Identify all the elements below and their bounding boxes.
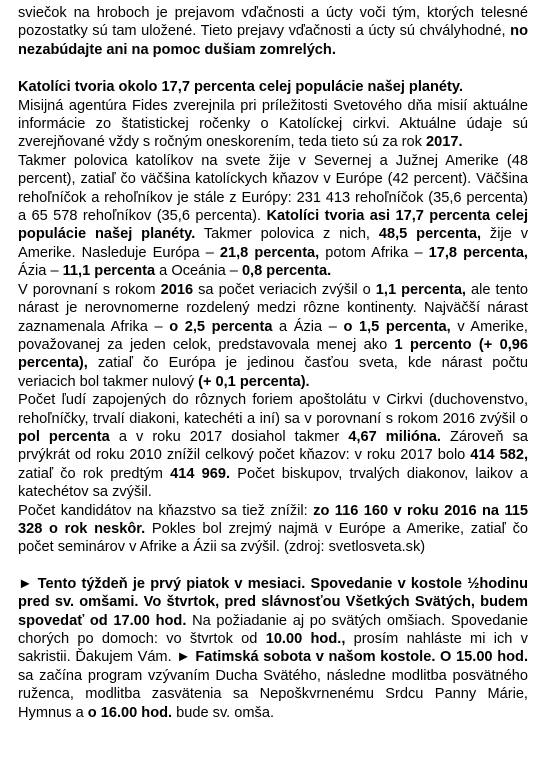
text-bold: (+ 0,96 percenta), [18, 336, 528, 372]
text-bold: zo 116 160 v roku 2016 na 115 328 o rok neskôr. [18, 502, 528, 537]
text: Pokles bol zrejmý najmä v Európe a Amerike, zatiaľ čo počet seminárov v Afrike a Ázii sa zvýšil. (zdroj: svetlosveta.sk) [18, 520, 528, 556]
text: Na požiadanie aj po svätých omšiach. Spovedanie chorých po domoch: vo štvrtok od [18, 612, 528, 647]
text-bold: ► Fatimská sobota v našom kostole. O 15.00 hod. [176, 649, 528, 666]
text-bold: 414 969. [170, 465, 231, 482]
text-bold: 414 582, [470, 447, 529, 464]
text-bold: 48,5 percenta, [378, 226, 482, 243]
text: sa počet veriacich zvýšil o [193, 281, 376, 298]
text: Počet ľudí zapojených do rôznych foriem apoštolátu v Cirkvi (duchovenstvo, rehoľníčky, trvalí diakoni, katechéti a iní) sa v porovnaní s rokom 2016 zvýšil o [18, 392, 528, 427]
text-bold: 2017. [426, 134, 463, 151]
text: žije v Amerike. Nasleduje Európa – [18, 226, 528, 261]
text: prosím nahláste mi ich v sakristii. Ďakujem Vám. [18, 631, 528, 666]
text-bold: 0,8 percenta. [241, 263, 332, 280]
text-bold: Katolíci tvoria asi 17,7 percenta celej populácie našej planéty. [18, 208, 528, 243]
text: a Ázia – [272, 318, 344, 335]
text-bold: 21,8 percenta, [219, 244, 320, 261]
text: zatiaľ čo rok predtým [18, 465, 171, 482]
text-bold: (+ 0,1 percenta). [198, 373, 310, 390]
article-paragraph-2 [18, 152, 528, 281]
text-bold: pol percenta [18, 428, 110, 445]
text [472, 337, 479, 353]
text: a Oceánia – [155, 263, 242, 280]
text-bold: 1,1 percenta, [375, 281, 466, 298]
spacer [18, 59, 528, 78]
article-heading [18, 78, 528, 96]
text: bude sv. omša. [172, 704, 275, 721]
text-bold: 17,8 percenta, [428, 244, 528, 261]
intro-bold: no nezabúdajte ani na pomoc dušiam zomrelých. [18, 23, 528, 58]
text: Ázia – [18, 263, 63, 280]
text-bold: ► Tento týždeň je prvý piatok v mesiaci. Spovedanie v kostole ½hodinu pred sv. omšami. Vo štvrtok, pred slávnosťou Všetkých Svätých, budem spovedať od 17.00 hod. [18, 575, 528, 629]
text: Počet biskupov, trvalých diakonov, laikov a katechétov sa zvýšil. [18, 465, 529, 501]
article-heading-text: Katolíci tvoria okolo 17,7 percenta celej populácie našej planéty. [18, 79, 463, 96]
text: Takmer polovica z nich, [195, 226, 379, 243]
text: ale tento nárast je nerovnomerne rozdelený medzi rôzne kontinenty. Najväčší nárast zaznamenala Afrika – [18, 281, 528, 335]
text: zatiaľ čo Európa je jedinou časťou sveta, kde nárast počtu veriacich bol takmer nulový [18, 355, 528, 390]
text-bold: 4,67 milióna. [348, 428, 441, 445]
spacer [18, 557, 528, 575]
text: Misijná agentúra Fides zverejnila pri príležitosti Svetového dňa misií aktuálne informácie zo štatistickej ročenky o Katolíckej cirkvi. Aktuálne údaje sú zverejňované vždy s ročným oneskorením, teda tieto sú za rok [18, 97, 528, 151]
article-paragraph-1 [18, 97, 528, 152]
text-bold: o 16.00 hod. [87, 704, 173, 721]
text-bold: 2016 [160, 281, 194, 298]
text-bold: 11,1 percenta [62, 263, 156, 280]
article-paragraph-3 [18, 281, 528, 391]
text: sa začína program vzývaním Ducha Svätého, následne modlitba posvätného ruženca, modlitba zasvätenia sa Nepoškvrnenému Srdcu Panny Márie, Hymnus a [18, 667, 528, 721]
text-bold: o 2,5 percenta [169, 318, 273, 335]
text: Takmer polovica katolíkov na svete žije v Severnej a Južnej Amerike (48 percent), zatiaľ čo väčšina katolíckych kňazov v Európe (42 percent). Väčšina rehoľníčok a rehoľníkov je stále z Európy: 231 413 rehoľníčok (35,6 percenta) a 65 578 rehoľníkov (35,6 percenta). [18, 152, 528, 225]
text-bold: 10.00 hod., [265, 631, 346, 647]
notices-paragraph [18, 575, 528, 722]
intro-paragraph [18, 4, 528, 59]
article-paragraph-5 [18, 502, 528, 557]
text: Počet kandidátov na kňazstvo sa tiež znížil: [18, 502, 314, 519]
text: V porovnaní s rokom [18, 281, 161, 298]
intro-text: sviečok na hroboch je prejavom vďačnosti a úcty voči tým, ktorých telesné pozostatky sú tam uložené. Tieto prejavy vďačnosti a úcty sú chvályhodné, [18, 5, 528, 40]
text: Zároveň sa prvýkrát od roku 2010 znížil celkový počet kňazov: v roku 2017 bolo [18, 428, 528, 464]
text: v Amerike, považovanej za jeden celok, predstavovala menej ako [18, 318, 528, 353]
text: potom Afrika – [319, 244, 429, 261]
article-paragraph-4 [18, 391, 528, 501]
text-bold: o 1,5 percenta, [343, 318, 451, 335]
text: a v roku 2017 dosiahol takmer [109, 428, 349, 445]
text-bold: 1 percento [394, 336, 472, 353]
